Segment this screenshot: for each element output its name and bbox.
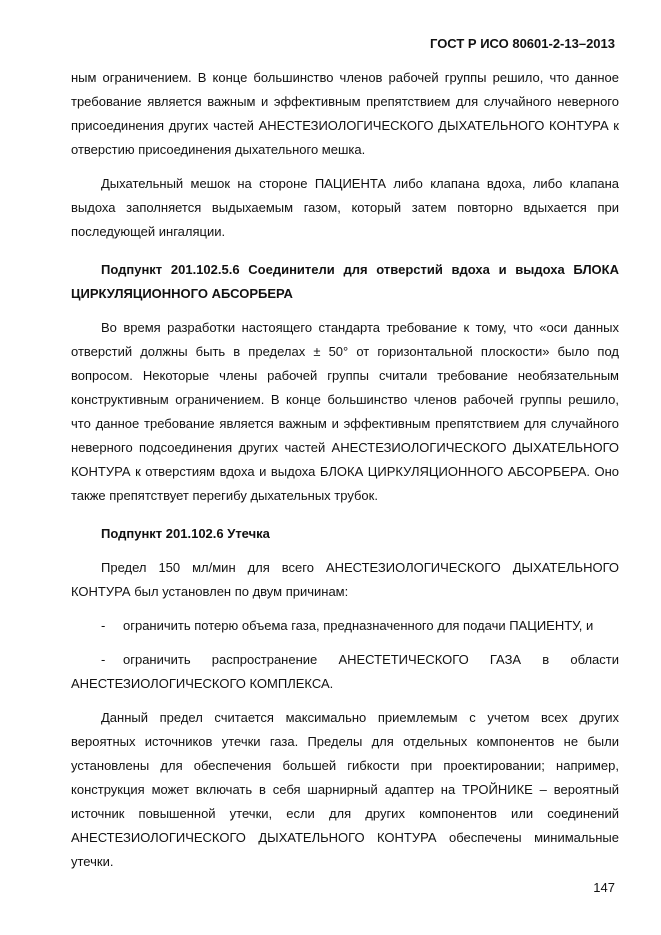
paragraph-connectors: Во время разработки настоящего стандарта требование к тому, что «оси данных отверстий должны быть в пределах ± 50° от горизонтальной плоскости» было под вопросом. Некоторые члены рабочей группы считали требование необязательным конструктивным ограничением. В конце большинство членов рабочей группы решило, что данное требование является важным и эффективным препятствием для случайного неверного подсоединения других частей АНЕСТЕЗИОЛОГИЧЕСКОГО ДЫХАТЕЛЬНОГО КОНТУРА к отверстиям вдоха и выдоха БЛОКА ЦИРКУЛЯЦИОННОГО АБСОРБЕРА. Оно также препятствует перегибу дыхательных трубок. xyxy=(71,320,619,503)
paragraph-breathing-bag: Дыхательный мешок на стороне ПАЦИЕНТА либо клапана вдоха, либо клапана выдоха заполняется выдыхаемым газом, который затем повторно вдыхается при последующей ингаляции. xyxy=(71,176,619,239)
list-item-text: ограничить распространение АНЕСТЕТИЧЕСКОГО ГАЗА в области АНЕСТЕЗИОЛОГИЧЕСКОГО КОМПЛЕКСА. xyxy=(71,652,619,691)
list-item-text: ограничить потерю объема газа, предназначенного для подачи ПАЦИЕНТУ, и xyxy=(123,618,594,633)
document-body xyxy=(71,66,619,884)
list-marker: - xyxy=(101,652,106,667)
paragraph-continued: ным ограничением. В конце большинство членов рабочей группы решило, что данное требование является важным и эффективным препятствием для случайного неверного присоединения других частей АНЕСТЕЗИОЛОГИЧЕСКОГО ДЫХАТЕЛЬНОГО КОНТУРА к отверстию присоединения дыхательного мешка. xyxy=(71,70,619,157)
list-item xyxy=(71,614,619,638)
page-number: 147 xyxy=(593,880,615,895)
subsection-heading-connectors: Подпункт 201.102.5.6 Соединители для отверстий вдоха и выдоха БЛОКА ЦИРКУЛЯЦИОННОГО АБСОРБЕРА xyxy=(71,262,619,301)
document-header: ГОСТ Р ИСО 80601-2-13–2013 xyxy=(430,36,615,51)
list-item xyxy=(71,648,619,696)
paragraph-limit-rationale: Данный предел считается максимально приемлемым с учетом всех других вероятных источников утечки газа. Пределы для отдельных компонентов не были установлены для обеспечения большей гибкости при проектировании; например, конструкция может включать в себя шарнирный адаптер на ТРОЙНИКЕ – вероятный источник повышенной утечки, если для других компонентов или соединений АНЕСТЕЗИОЛОГИЧЕСКОГО ДЫХАТЕЛЬНОГО КОНТУРА обеспечены минимальные утечки. xyxy=(71,710,619,869)
subsection-heading-leakage: Подпункт 201.102.6 Утечка xyxy=(101,526,270,541)
paragraph-leakage-limit: Предел 150 мл/мин для всего АНЕСТЕЗИОЛОГИЧЕСКОГО ДЫХАТЕЛЬНОГО КОНТУРА был установлен по двум причинам: xyxy=(71,560,619,599)
list-marker: - xyxy=(101,618,106,633)
